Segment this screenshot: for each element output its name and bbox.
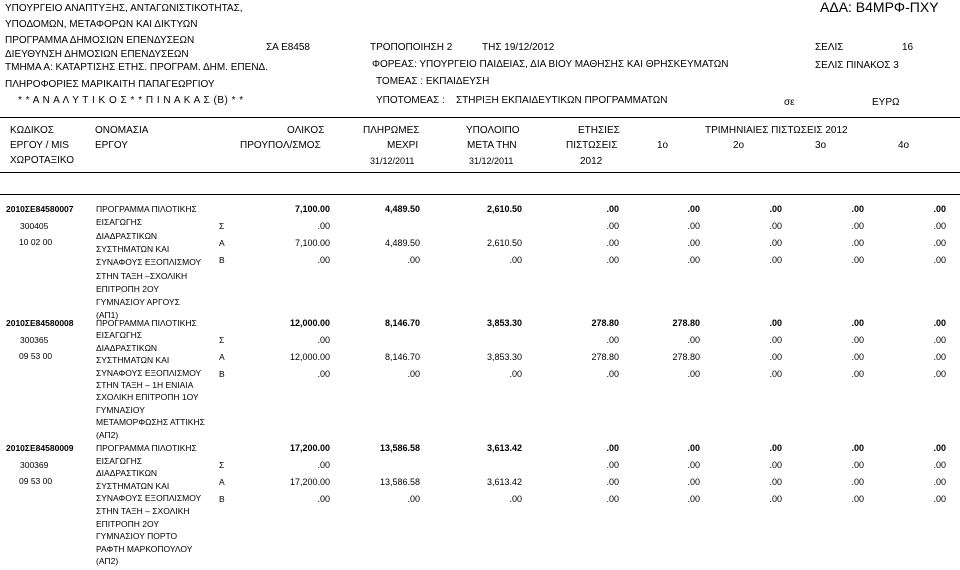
sub-amount: .00 <box>851 459 864 470</box>
total-amount: .00 <box>851 318 864 328</box>
sub-amount: .00 <box>317 369 330 379</box>
col-pliromes-1: ΠΛΗΡΩΜΕΣ <box>363 125 420 136</box>
project-name-line: ΣΤΗΝ ΤΑΞΗ –ΣΧΟΛΙΚΗ <box>96 270 188 281</box>
total-amount: .00 <box>769 443 782 453</box>
sub-amount: .00 <box>851 494 864 504</box>
project-name-line: (ΑΠ1) <box>96 310 119 321</box>
sub-amount: .00 <box>851 351 864 362</box>
sub-amount: .00 <box>769 494 782 504</box>
ypotomeas-label: ΥΠΟΤΟΜΕΑΣ : <box>376 95 445 106</box>
col-q3: 3ο <box>815 140 827 151</box>
funding-letter: Β <box>219 255 225 265</box>
sub-amount: .00 <box>687 494 700 504</box>
total-amount: .00 <box>769 318 782 328</box>
sub-amount: 278.80 <box>591 351 619 362</box>
project-name-line: ΠΡΟΓΡΑΜΜΑ ΠΙΛΟΤΙΚΗΣ <box>96 318 197 328</box>
sub-amount: .00 <box>933 237 946 248</box>
sub-amount: .00 <box>769 351 782 362</box>
col-ypoloipo-1: ΥΠΟΛΟΙΠΟ <box>466 125 520 136</box>
sub-amount: .00 <box>769 459 782 470</box>
table-page: ΣΕΛΙΣ ΠΙΝΑΚΟΣ 3 <box>815 60 899 71</box>
project-name-line: ΣΤΗΝ ΤΑΞΗ – 1Η ΕΝΙΑΙΑ <box>96 380 194 390</box>
columns-divider-1 <box>0 172 960 173</box>
col-etisies-2: ΠΙΣΤΩΣΕΙΣ <box>566 140 618 151</box>
project-name-line: ΣΤΗΝ ΤΑΞΗ – ΣΧΟΛΙΚΗ <box>96 506 190 516</box>
project-name-line: ΣΥΣΤΗΜΑΤΩΝ ΚΑΙ <box>96 480 170 491</box>
sub-amount: .00 <box>769 476 782 487</box>
sub-amount: .00 <box>317 334 330 345</box>
spatial-code: 09 53 00 <box>19 351 53 361</box>
total-amount: .00 <box>851 443 864 453</box>
project-name-line: ΕΙΣΑΓΩΓΗΣ <box>96 330 143 341</box>
info-line: ΠΛΗΡΟΦΟΡΙΕΣ ΜΑΡΙΚΑΙΤΗ ΠΑΠΑΓΕΩΡΓΙΟΥ <box>5 79 215 90</box>
unit-currency: ΕΥΡΩ <box>872 97 900 108</box>
project-name-line: ΔΙΑΔΡΑΣΤΙΚΩΝ <box>96 342 158 353</box>
sub-amount: .00 <box>606 255 619 265</box>
col-pliromes-3: 31/12/2011 <box>370 156 415 166</box>
spatial-code: 09 53 00 <box>19 476 53 486</box>
total-amount: .00 <box>851 204 864 214</box>
sub-amount: .00 <box>407 494 420 504</box>
total-amount: .00 <box>769 204 782 214</box>
project-name-line: (ΑΠ2) <box>96 429 119 440</box>
project-name-line: ΣΥΣΤΗΜΑΤΩΝ ΚΑΙ <box>96 243 170 254</box>
mis-code: 300365 <box>20 335 49 345</box>
program-line: ΠΡΟΓΡΑΜΜΑ ΔΗΜΟΣΙΩΝ ΕΠΕΝΔΥΣΕΩΝ <box>5 35 195 46</box>
sub-amount: .00 <box>769 255 782 265</box>
col-onomasia-1: ΟΝΟΜΑΣΙΑ <box>95 125 149 136</box>
project-name-line: ΓΥΜΝΑΣΙΟΥ ΑΡΓΟΥΣ <box>96 297 180 308</box>
sub-amount: .00 <box>687 369 700 379</box>
sub-amount: .00 <box>769 220 782 231</box>
col-etisies-3: 2012 <box>580 156 603 167</box>
sub-amount: .00 <box>317 220 330 231</box>
sub-amount: .00 <box>606 476 619 487</box>
col-q1: 1ο <box>657 140 669 151</box>
funding-letter: Β <box>219 494 225 504</box>
ministry-line-2: ΥΠΟΔΟΜΩΝ, ΜΕΤΑΦΟΡΩΝ ΚΑΙ ΔΙΚΤΥΩΝ <box>5 19 198 30</box>
total-amount: .00 <box>933 204 946 214</box>
mis-code: 300405 <box>20 221 49 231</box>
funding-letter: Α <box>219 351 225 362</box>
project-name-line: ΕΙΣΑΓΩΓΗΣ <box>96 455 143 466</box>
sub-amount: .00 <box>317 494 330 504</box>
total-amount: 278.80 <box>591 318 619 328</box>
sub-amount: .00 <box>509 255 522 265</box>
foreas-line: ΦΟΡΕΑΣ: ΥΠΟΥΡΓΕΙΟ ΠΑΙΔΕΙΑΣ, ΔΙΑ ΒΙΟΥ ΜΑΘΗΣΗΣ ΚΑΙ ΘΡΗΣΚΕΥΜΑΤΩΝ <box>372 59 729 70</box>
sub-amount: .00 <box>509 369 522 379</box>
col-pliromes-2: ΜΕΧΡΙ <box>387 140 419 151</box>
project-name-line: ΔΙΑΔΡΑΣΤΙΚΩΝ <box>96 230 158 241</box>
sub-amount: 3,853.30 <box>486 351 522 362</box>
total-amount: 17,200.00 <box>289 443 330 453</box>
sub-amount: .00 <box>606 459 619 470</box>
sub-amount: .00 <box>851 220 864 231</box>
sub-amount: .00 <box>933 334 946 345</box>
project-name-line: ΣΥΝΑΦΟΥΣ ΕΞΟΠΛΙΣΜΟΥ <box>96 367 202 378</box>
sub-amount: 13,586.58 <box>379 476 420 487</box>
sub-amount: .00 <box>851 334 864 345</box>
col-kodikos-2: ΕΡΓΟΥ / MIS <box>10 140 69 151</box>
project-name-line: ΕΙΣΑΓΩΓΗΣ <box>96 217 143 228</box>
sub-amount: .00 <box>933 476 946 487</box>
col-ypoloipo-2: ΜΕΤΑ ΤΗΝ <box>467 140 517 151</box>
project-name-line: ΓΥΜΝΑΣΙΟΥ <box>96 404 145 415</box>
total-amount: .00 <box>606 443 619 453</box>
sub-amount: .00 <box>933 351 946 362</box>
sub-amount: 17,200.00 <box>289 476 330 487</box>
total-amount: 7,100.00 <box>294 204 330 214</box>
col-ypoloipo-3: 31/12/2011 <box>469 156 514 166</box>
sub-amount: .00 <box>606 220 619 231</box>
sub-amount: .00 <box>687 334 700 345</box>
project-name-line: ΜΕΤΑΜΟΡΦΩΣΗΣ ΑΤΤΙΚΗΣ <box>96 417 205 428</box>
project-name-line: (ΑΠ2) <box>96 556 119 567</box>
project-name-line: ΣΥΝΑΦΟΥΣ ΕΞΟΠΛΙΣΜΟΥ <box>96 493 202 504</box>
sub-amount: .00 <box>687 459 700 470</box>
project-name-line: ΡΑΦΤΗ ΜΑΡΚΟΠΟΥΛΟΥ <box>96 543 193 554</box>
project-code: 2010ΣΕ84580008 <box>6 318 74 328</box>
sub-amount: .00 <box>407 369 420 379</box>
col-onomasia-2: ΕΡΓΟΥ <box>95 140 128 151</box>
funding-letter: Σ <box>219 220 225 231</box>
col-triminiaies: ΤΡΙΜΗΝΙΑΙΕΣ ΠΙΣΤΩΣΕΙΣ 2012 <box>705 125 848 136</box>
sub-amount: .00 <box>769 237 782 248</box>
sub-amount: .00 <box>687 476 700 487</box>
sub-amount: .00 <box>606 237 619 248</box>
sub-amount: .00 <box>687 255 700 265</box>
col-olikos-2: ΠΡΟΥΠΟΛ/ΣΜΟΣ <box>240 140 321 151</box>
sub-amount: 8,146.70 <box>384 351 420 362</box>
funding-letter: Α <box>219 476 225 487</box>
funding-letter: Σ <box>219 459 225 470</box>
sub-amount: .00 <box>317 255 330 265</box>
project-name-line: ΔΙΑΔΡΑΣΤΙΚΩΝ <box>96 468 158 479</box>
project-name-line: ΕΠΙΤΡΟΠΗ 2ΟΥ <box>96 283 160 294</box>
ada-code: ΑΔΑ: Β4ΜΡΦ-ΠΧΥ <box>820 0 939 15</box>
col-q4: 4ο <box>898 140 910 151</box>
total-amount: 3,613.42 <box>486 443 522 453</box>
header-divider <box>0 117 960 118</box>
sub-amount: .00 <box>606 494 619 504</box>
sub-amount: .00 <box>769 369 782 379</box>
project-name-line: ΕΠΙΤΡΟΠΗ 2ΟΥ <box>96 518 160 529</box>
total-amount: 8,146.70 <box>384 318 420 328</box>
project-name-line: ΠΡΟΓΡΑΜΜΑ ΠΙΛΟΤΙΚΗΣ <box>96 204 197 214</box>
funding-letter: Β <box>219 369 225 379</box>
total-amount: .00 <box>933 443 946 453</box>
total-amount: 13,586.58 <box>379 443 420 453</box>
columns-divider-2 <box>0 194 960 195</box>
total-amount: 3,853.30 <box>486 318 522 328</box>
spatial-code: 10 02 00 <box>19 237 53 247</box>
total-amount: 278.80 <box>672 318 700 328</box>
sub-amount: .00 <box>851 476 864 487</box>
tomeas-line: ΤΟΜΕΑΣ : ΕΚΠΑΙΔΕΥΣΗ <box>376 76 490 87</box>
project-name-line: ΣΥΣΤΗΜΑΤΩΝ ΚΑΙ <box>96 355 170 366</box>
project-name-line: ΓΥΜΝΑΣΙΟΥ ΠΟΡΤΟ <box>96 531 178 542</box>
sub-amount: .00 <box>687 237 700 248</box>
sub-amount: .00 <box>933 459 946 470</box>
project-code: 2010ΣΕ84580007 <box>6 204 74 214</box>
total-amount: .00 <box>933 318 946 328</box>
modification-date: ΤΗΣ 19/12/2012 <box>482 42 555 53</box>
sub-amount: 12,000.00 <box>289 351 330 362</box>
col-olikos-1: ΟΛΙΚΟΣ <box>287 125 325 136</box>
total-amount: 2,610.50 <box>486 204 522 214</box>
sub-amount: .00 <box>769 334 782 345</box>
sub-amount: 7,100.00 <box>294 237 330 248</box>
project-name-line: ΣΧΟΛΙΚΗ ΕΠΙΤΡΟΠΗ 1ΟΥ <box>96 392 199 403</box>
total-amount: .00 <box>687 204 700 214</box>
col-etisies-1: ΕΤΗΣΙΕΣ <box>578 125 620 136</box>
sub-amount: 2,610.50 <box>486 237 522 248</box>
funding-letter: Σ <box>219 334 225 345</box>
directorate-line: ΔΙΕΥΘΥΝΣΗ ΔΗΜΟΣΙΩΝ ΕΠΕΝΔΥΣΕΩΝ <box>5 49 189 60</box>
sub-amount: .00 <box>317 459 330 470</box>
page-number: 16 <box>902 42 914 53</box>
sub-amount: .00 <box>933 220 946 231</box>
sub-amount: .00 <box>933 369 946 379</box>
col-kodikos-3: ΧΩΡΟΤΑΞΙΚΟ <box>10 155 75 166</box>
sub-amount: .00 <box>933 494 946 504</box>
department-line: ΤΜΗΜΑ Α: ΚΑΤΑΡΤΙΣΗΣ ΕΤΗΣ. ΠΡΟΓΡΑΜ. ΔΗΜ. ΕΠΕΝΔ. <box>5 62 268 73</box>
sub-amount: 278.80 <box>672 351 700 362</box>
total-amount: .00 <box>687 443 700 453</box>
sa-code: ΣΑ Ε8458 <box>266 42 310 53</box>
col-kodikos-1: ΚΩΔΙΚΟΣ <box>10 125 54 136</box>
sub-amount: .00 <box>606 334 619 345</box>
sub-amount: 4,489.50 <box>384 237 420 248</box>
sub-amount: .00 <box>687 220 700 231</box>
sub-amount: 3,613.42 <box>486 476 522 487</box>
sub-amount: .00 <box>606 369 619 379</box>
sub-amount: .00 <box>851 255 864 265</box>
analytikos-title: * * Α Ν Α Λ Υ Τ Ι Κ Ο Σ * * Π Ι Ν Α Κ Α Σ (Β) * * <box>18 95 244 106</box>
sub-amount: .00 <box>509 494 522 504</box>
sub-amount: .00 <box>407 255 420 265</box>
project-name-line: ΣΥΝΑΦΟΥΣ ΕΞΟΠΛΙΣΜΟΥ <box>96 257 202 268</box>
project-code: 2010ΣΕ84580009 <box>6 443 74 453</box>
project-name-line: ΠΡΟΓΡΑΜΜΑ ΠΙΛΟΤΙΚΗΣ <box>96 443 197 453</box>
page-label: ΣΕΛΙΣ <box>815 42 844 53</box>
total-amount: .00 <box>606 204 619 214</box>
modification-number: ΤΡΟΠΟΠΟΙΗΣΗ 2 <box>370 42 453 53</box>
sub-amount: .00 <box>851 369 864 379</box>
sub-amount: .00 <box>851 237 864 248</box>
funding-letter: Α <box>219 237 225 248</box>
col-q2: 2ο <box>733 140 745 151</box>
mis-code: 300369 <box>20 460 49 470</box>
sub-amount: .00 <box>933 255 946 265</box>
total-amount: 12,000.00 <box>289 318 330 328</box>
ypotomeas-value: ΣΤΗΡΙΞΗ ΕΚΠΑΙΔΕΥΤΙΚΩΝ ΠΡΟΓΡΑΜΜΑΤΩΝ <box>456 95 668 106</box>
ministry-line-1: ΥΠΟΥΡΓΕΙΟ ΑΝΑΠΤΥΞΗΣ, ΑΝΤΑΓΩΝΙΣΤΙΚΟΤΗΤΑΣ, <box>5 3 243 14</box>
unit-se: σε <box>784 97 795 108</box>
total-amount: 4,489.50 <box>384 204 420 214</box>
